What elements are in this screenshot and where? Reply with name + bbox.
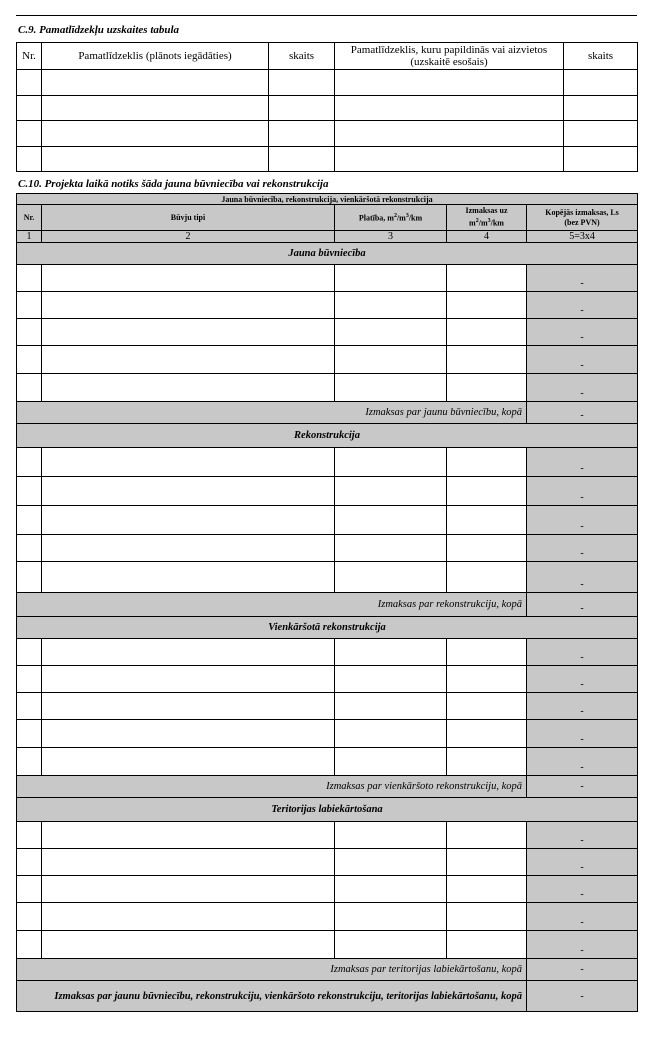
c10-header-unit-cost-sup2: 3 [487,218,491,225]
row-total-dash: - [527,931,638,959]
table-cell[interactable] [447,448,527,477]
table-cell[interactable] [335,666,447,693]
table-row [17,374,638,402]
table-cell[interactable] [42,121,269,147]
c10-header-unit-cost-sup1: 2 [475,218,479,225]
table-cell[interactable] [42,666,335,693]
row-total-dash: - [527,876,638,903]
table-cell[interactable] [335,147,564,172]
c9-header-nr: Nr. [17,43,42,70]
c10-header-area-sup2: 3 [405,213,409,220]
section-header-new-construction: Jauna būvniecība [17,243,638,265]
c10-colnum-1: 1 [17,231,42,243]
table-cell[interactable] [17,720,42,748]
table-cell[interactable] [447,477,527,506]
c10-header-building-types: Būvju tipi [42,205,335,231]
table-cell[interactable] [447,265,527,292]
table-cell[interactable] [335,477,447,506]
table-cell[interactable] [447,562,527,593]
table-row [17,822,638,849]
table-cell[interactable] [269,70,335,96]
c10-title: C.10. Projekta laikā notiks šāda jauna būvniecība vai rekonstrukcija [18,178,329,190]
c9-header-asset-planned: Pamatlīdzeklis (plānots iegādāties) [42,43,269,70]
table-row [17,639,638,666]
table-cell[interactable] [564,121,638,147]
table-cell[interactable] [335,448,447,477]
c10-header-area [335,205,447,231]
c9-header-asset-existing: Pamatlīdzeklis, kuru papildinās vai aizvietos (uzskaitē esošais) [335,43,564,70]
table-row [17,849,638,876]
table-cell[interactable] [335,346,447,374]
c10-header-nr: Nr. [17,205,42,231]
table-row [17,903,638,931]
table-cell[interactable] [42,693,335,720]
table-row [17,535,638,562]
c10-colnum-2: 2 [42,231,335,243]
table-cell[interactable] [335,562,447,593]
table-row [17,96,638,121]
row-total-dash: - [527,720,638,748]
c9-header-count-2: skaits [564,43,638,70]
table-cell[interactable] [335,535,447,562]
table-cell[interactable] [42,506,335,535]
row-total-dash: - [527,535,638,562]
c10-header-total-line1: Kopējās izmaksas, Ls [545,207,619,217]
c10-header-total-line2: (bez PVN) [564,217,600,227]
table-cell[interactable] [335,265,447,292]
table-cell[interactable] [17,96,42,121]
table-cell[interactable] [335,748,447,776]
table-cell[interactable] [335,319,447,346]
table-row [17,693,638,720]
c10-header-area-mid: /m [396,213,406,223]
table-row [17,477,638,506]
table-cell[interactable] [42,849,335,876]
row-total-dash: - [527,666,638,693]
c10-header-unit-cost-line1: Izmaksas uz [465,206,508,216]
table-cell[interactable] [564,96,638,121]
table-cell[interactable] [17,477,42,506]
table-cell[interactable] [447,903,527,931]
table-cell[interactable] [335,121,564,147]
table-cell[interactable] [42,147,269,172]
table-cell[interactable] [42,374,335,402]
table-cell[interactable] [447,319,527,346]
table-cell[interactable] [42,265,335,292]
table-cell[interactable] [17,121,42,147]
row-total-dash: - [527,903,638,931]
row-total-dash: - [527,292,638,319]
subtotal-value-landscaping: - [527,959,638,981]
table-row [17,931,638,959]
c10-caption: Jauna būvniecība, rekonstrukcija, vienkāršotā rekonstrukcija [17,194,638,205]
table-cell[interactable] [447,693,527,720]
table-cell[interactable] [564,70,638,96]
table-cell[interactable] [42,822,335,849]
table-cell[interactable] [17,319,42,346]
table-cell[interactable] [17,693,42,720]
subtotal-value-simplified-reconstruction: - [527,776,638,798]
table-cell[interactable] [447,748,527,776]
table-cell[interactable] [335,96,564,121]
table-cell[interactable] [447,666,527,693]
table-row [17,147,638,172]
table-cell[interactable] [17,292,42,319]
subtotal-value-reconstruction: - [527,593,638,617]
table-cell[interactable] [335,931,447,959]
c9-table [16,42,638,172]
table-cell[interactable] [17,639,42,666]
table-cell[interactable] [42,562,335,593]
table-cell[interactable] [335,639,447,666]
table-row [17,448,638,477]
c10-header-total-cost [527,205,638,231]
table-cell[interactable] [17,448,42,477]
subtotal-label-landscaping: Izmaksas par teritorijas labiekārtošanu, kopā [17,959,527,981]
row-total-dash: - [527,562,638,593]
row-total-dash: - [527,319,638,346]
table-cell[interactable] [17,265,42,292]
section-header-reconstruction: Rekonstrukcija [17,424,638,448]
table-cell[interactable] [335,693,447,720]
table-cell[interactable] [42,70,269,96]
row-total-dash: - [527,748,638,776]
section-header-landscaping: Teritorijas labiekārtošana [17,798,638,822]
table-cell[interactable] [42,477,335,506]
table-cell[interactable] [447,374,527,402]
table-row [17,506,638,535]
c10-table [16,193,638,1012]
subtotal-value-new-construction: - [527,402,638,424]
table-cell[interactable] [335,374,447,402]
table-cell[interactable] [447,876,527,903]
table-row [17,876,638,903]
row-total-dash: - [527,448,638,477]
table-row [17,319,638,346]
table-cell[interactable] [17,876,42,903]
table-cell[interactable] [42,292,335,319]
table-cell[interactable] [269,121,335,147]
section-header-simplified-reconstruction: Vienkāršotā rekonstrukcija [17,617,638,639]
table-cell[interactable] [17,535,42,562]
c9-header-count: skaits [269,43,335,70]
table-cell[interactable] [42,96,269,121]
row-total-dash: - [527,822,638,849]
table-cell[interactable] [447,346,527,374]
table-cell[interactable] [42,319,335,346]
grand-total-label: Izmaksas par jaunu būvniecību, rekonstrukciju, vienkāršoto rekonstrukciju, teritorijas labiekārtošanu, kopā [17,981,527,1012]
table-cell[interactable] [447,535,527,562]
table-cell[interactable] [17,931,42,959]
table-cell[interactable] [42,346,335,374]
table-cell[interactable] [42,535,335,562]
table-cell[interactable] [447,849,527,876]
top-rule [16,15,637,16]
c10-colnum-4: 4 [447,231,527,243]
row-total-dash: - [527,374,638,402]
table-cell[interactable] [42,448,335,477]
table-cell[interactable] [447,720,527,748]
c10-header-area-text: Platība, m [358,213,394,223]
table-cell[interactable] [269,147,335,172]
table-cell[interactable] [17,562,42,593]
c10-header-area-end: /km [408,213,423,223]
table-cell[interactable] [447,506,527,535]
table-cell[interactable] [447,822,527,849]
row-total-dash: - [527,639,638,666]
table-row [17,748,638,776]
table-row [17,70,638,96]
table-cell[interactable] [335,720,447,748]
subtotal-label-new-construction: Izmaksas par jaunu būvniecību, kopā [17,402,527,424]
table-row [17,562,638,593]
grand-total-value: - [527,981,638,1012]
c10-header-unit-cost-mid: /m [478,218,488,228]
table-cell[interactable] [17,822,42,849]
table-cell[interactable] [17,147,42,172]
table-row [17,265,638,292]
c10-header-unit-cost-m: m [469,218,476,228]
table-row [17,666,638,693]
row-total-dash: - [527,477,638,506]
table-cell[interactable] [335,876,447,903]
table-cell[interactable] [17,666,42,693]
table-cell[interactable] [335,506,447,535]
table-cell[interactable] [17,903,42,931]
table-row [17,720,638,748]
row-total-dash: - [527,693,638,720]
table-row [17,292,638,319]
subtotal-label-reconstruction: Izmaksas par rekonstrukciju, kopā [17,593,527,617]
table-cell[interactable] [17,506,42,535]
row-total-dash: - [527,849,638,876]
table-cell[interactable] [17,346,42,374]
table-cell[interactable] [447,639,527,666]
table-cell[interactable] [447,292,527,319]
table-cell[interactable] [42,639,335,666]
c10-header-area-sup1: 2 [393,213,397,220]
table-row [17,121,638,147]
table-cell[interactable] [17,748,42,776]
c10-header-unit-cost-end: /km [490,218,504,228]
table-cell[interactable] [447,931,527,959]
table-cell[interactable] [335,849,447,876]
table-cell[interactable] [42,748,335,776]
table-cell[interactable] [269,96,335,121]
row-total-dash: - [527,265,638,292]
table-cell[interactable] [564,147,638,172]
table-cell[interactable] [42,720,335,748]
table-cell[interactable] [17,70,42,96]
table-cell[interactable] [335,70,564,96]
c10-header-unit-cost [447,205,527,231]
table-cell[interactable] [335,292,447,319]
c10-colnum-3: 3 [335,231,447,243]
subtotal-label-simplified-reconstruction: Izmaksas par vienkāršoto rekonstrukciju, kopā [17,776,527,798]
table-cell[interactable] [42,931,335,959]
row-total-dash: - [527,506,638,535]
table-cell[interactable] [17,849,42,876]
c9-title: C.9. Pamatlīdzekļu uzskaites tabula [18,24,180,36]
table-cell[interactable] [42,903,335,931]
table-cell[interactable] [42,876,335,903]
table-cell[interactable] [335,822,447,849]
table-cell[interactable] [335,903,447,931]
row-total-dash: - [527,346,638,374]
table-row [17,346,638,374]
c10-colnum-5: 5=3x4 [527,231,638,243]
table-cell[interactable] [17,374,42,402]
